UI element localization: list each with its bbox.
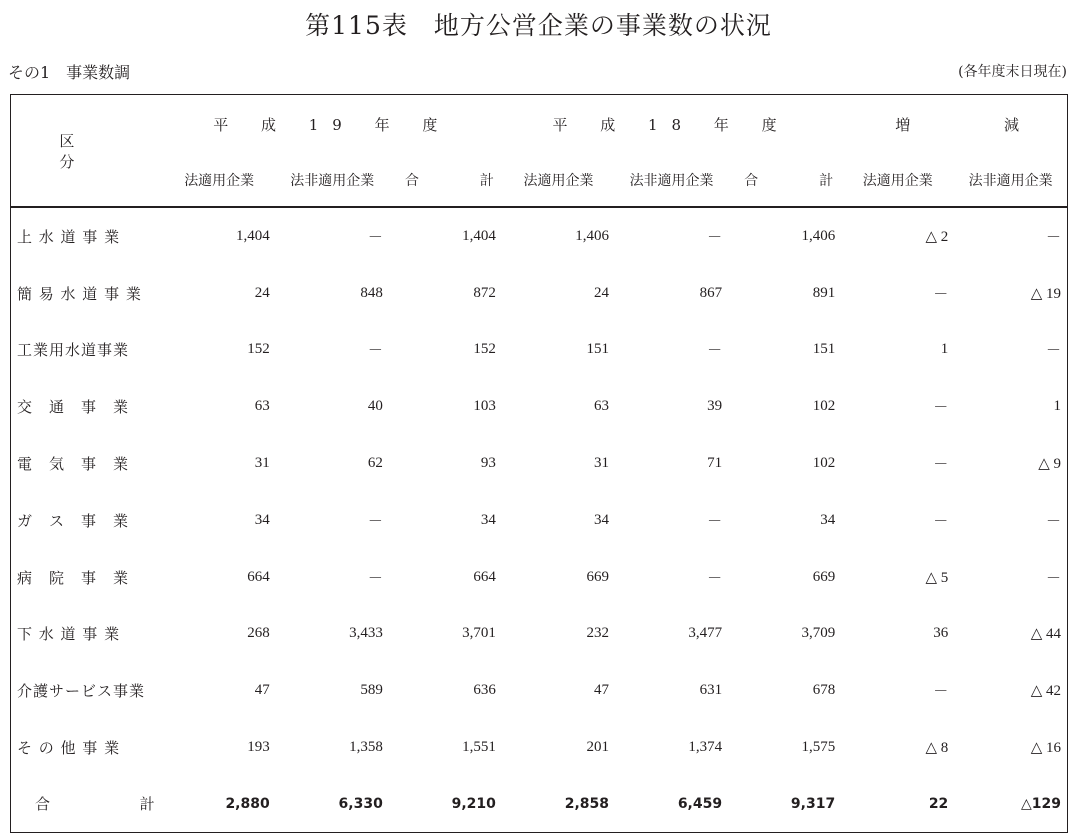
row-category: 介護サービス事業 [17,682,146,701]
cell-h18-law: 31 [594,455,610,472]
cell-h19-sum: 3,701 [462,625,496,642]
cell-h19-law: 31 [254,455,270,472]
diff-nonlaw-header: 法非適用企業 [954,153,1067,207]
cell-h19-sum: 636 [473,682,496,699]
cell-diff-nonlaw: △ 16 [1030,740,1061,757]
cell-h19-nonlaw: 3,433 [349,625,383,642]
table-row [11,435,1068,492]
cell-diff-law: － [933,286,949,303]
table-title: 第115表 地方公営企業の事業数の状況 [305,11,772,40]
h19-law-header: 法適用企業 [163,153,276,207]
cell-h19-law: 268 [247,625,270,642]
table-row [11,322,1068,379]
cell-h18-nonlaw: － [707,229,723,246]
cell-diff-nonlaw: △ 19 [1030,285,1061,302]
diff-increase-label: 増 [895,115,911,134]
cell-h18-law: 669 [586,568,610,585]
table-row [11,207,1068,265]
cell-h18-law: 24 [594,284,610,301]
cell-diff-law: 1 [940,341,949,358]
row-category: 電 気 事 業 [17,455,130,474]
cell-h19-sum: 34 [480,511,496,528]
row-category: 上 水 道 事 業 [17,227,121,246]
table-row [11,662,1068,719]
cell-h19-law: 47 [254,682,270,699]
cell-h18-nonlaw: 39 [707,398,723,415]
cell-h19-nonlaw: 1,358 [349,739,383,756]
kubun-header: 区 分 [11,95,163,208]
cell-h19-nonlaw: － [367,570,383,587]
cell-h18-law: 151 [586,341,610,358]
cell-h18-sum: 151 [812,341,836,358]
cell-diff-nonlaw: － [1045,229,1061,246]
total-h18-sum: 9,317 [790,795,836,812]
cell-h19-law: 63 [254,398,270,415]
total-row [11,776,1068,833]
cell-diff-law: △ 5 [925,569,949,586]
cell-diff-nonlaw: － [1045,513,1061,530]
cell-h18-sum: 669 [812,568,836,585]
cell-diff-law: － [933,457,949,474]
cell-h19-nonlaw: 62 [367,455,383,472]
cell-h19-sum: 1,551 [462,739,496,756]
total-label: 合 計 [35,795,155,814]
cell-h18-nonlaw: 3,477 [688,625,723,642]
total-h19-sum: 9,210 [451,795,496,812]
cell-h19-sum: 103 [473,398,496,415]
cell-diff-nonlaw: － [1045,343,1061,360]
row-category: 交 通 事 業 [17,398,130,417]
diff-law-header: 法適用企業 [841,153,954,207]
cell-diff-nonlaw: △ 44 [1030,626,1061,643]
total-diff-law: 22 [928,795,949,812]
cell-h18-law: 63 [594,398,610,415]
cell-h18-sum: 34 [820,511,836,528]
h18-law-header: 法適用企業 [502,153,615,207]
cell-h19-sum: 152 [473,341,496,358]
cell-h18-nonlaw: 1,374 [688,739,723,756]
table-row [11,719,1068,776]
diff-decrease-label: 減 [1003,115,1019,134]
row-category: 下 水 道 事 業 [17,625,121,644]
total-h19-nonlaw: 6,330 [338,795,383,812]
cell-h18-sum: 102 [812,455,836,472]
h19-nonlaw-header: 法非適用企業 [276,153,389,207]
row-category: そ の 他 事 業 [17,739,121,758]
cell-h18-nonlaw: － [707,513,723,530]
header-row-1 [11,95,1068,154]
cell-diff-law: － [933,400,949,417]
cell-h18-nonlaw: － [707,570,723,587]
table-row [11,549,1068,606]
business-count-table [10,94,1068,833]
table-subtitle: その1 事業数調 [8,63,131,82]
cell-diff-law: － [933,684,949,701]
cell-h19-law: 1,404 [235,227,270,244]
cell-h18-sum: 678 [812,682,836,699]
header-row-2 [11,153,1068,207]
cell-diff-nonlaw: － [1045,570,1061,587]
table-row [11,492,1068,549]
cell-h18-nonlaw: － [707,343,723,360]
total-h19-law: 2,880 [225,795,270,812]
cell-h19-nonlaw: 589 [360,682,383,699]
cell-h19-sum: 1,404 [462,227,496,244]
cell-h19-law: 193 [247,739,270,756]
cell-h19-law: 664 [247,568,270,585]
cell-diff-law: △ 2 [925,228,949,245]
row-category: 簡 易 水 道 事 業 [17,284,142,303]
cell-h18-sum: 1,406 [801,227,836,244]
cell-h18-law: 1,406 [575,227,610,244]
cell-h19-nonlaw: 848 [360,284,383,301]
cell-h18-law: 47 [594,682,610,699]
cell-h19-sum: 93 [480,455,496,472]
cell-h18-sum: 891 [812,284,836,301]
cell-diff-nonlaw: 1 [1053,398,1061,415]
total-h18-nonlaw: 6,459 [677,795,723,812]
cell-diff-law: △ 8 [925,740,949,757]
cell-h19-nonlaw: 40 [367,398,383,415]
cell-h19-sum: 872 [473,284,496,301]
table-row [11,606,1068,663]
group-header-h18: 平 成 18 年 度 [552,115,791,134]
table-row [11,265,1068,322]
cell-h18-sum: 3,709 [801,625,836,642]
cell-h18-sum: 1,575 [801,739,836,756]
cell-h18-law: 232 [586,625,610,642]
table-row [11,378,1068,435]
row-category: 工業用水道事業 [17,341,130,360]
cell-h19-nonlaw: － [367,513,383,530]
date-note: (各年度末日現在) [958,64,1067,80]
cell-h19-law: 24 [254,284,270,301]
cell-h19-sum: 664 [473,568,496,585]
total-diff-nonlaw: △129 [1021,795,1061,812]
h18-sum-header: 合 計 [728,153,841,207]
cell-h18-law: 34 [594,511,610,528]
h18-nonlaw-header: 法非適用企業 [615,153,728,207]
cell-diff-law: － [933,513,949,530]
row-category: ガ ス 事 業 [17,511,130,530]
total-h18-law: 2,858 [564,795,610,812]
row-category: 病 院 事 業 [17,568,130,587]
cell-h18-nonlaw: 71 [707,455,723,472]
cell-h19-law: 152 [247,341,270,358]
cell-h18-nonlaw: 867 [699,284,723,301]
cell-h19-nonlaw: － [367,229,383,246]
cell-h18-nonlaw: 631 [699,682,723,699]
cell-h19-nonlaw: － [367,343,383,360]
cell-diff-law: 36 [933,625,949,642]
group-header-diff [841,95,1067,154]
h19-sum-header: 合 計 [389,153,502,207]
cell-h18-sum: 102 [812,398,836,415]
group-header-h19: 平 成 19 年 度 [213,115,452,134]
cell-diff-nonlaw: △ 9 [1038,456,1061,473]
cell-diff-nonlaw: △ 42 [1030,683,1061,700]
cell-h19-law: 34 [254,511,270,528]
cell-h18-law: 201 [586,739,610,756]
